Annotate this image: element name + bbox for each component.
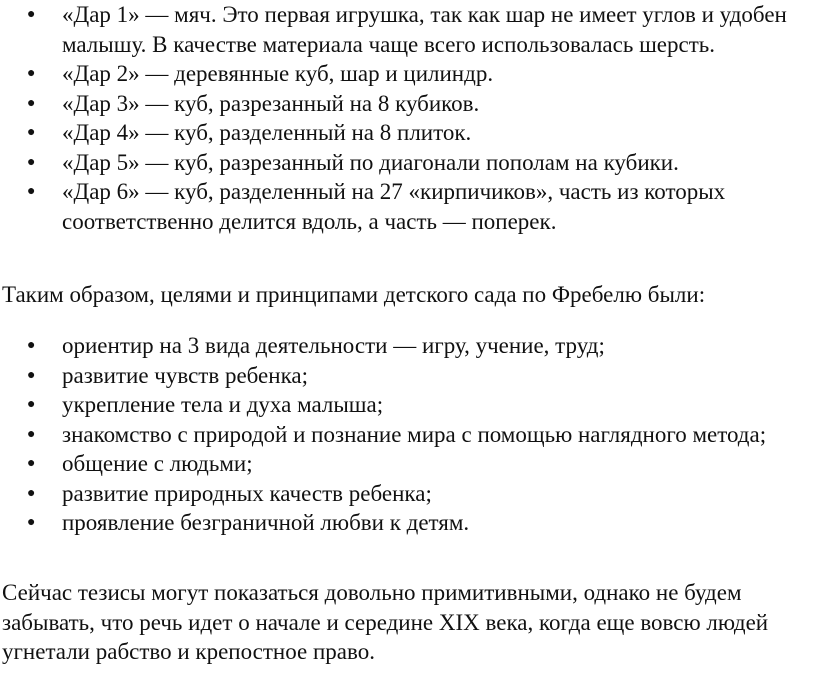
list-item-text: «Дар 2» — деревянные куб, шар и цилиндр. xyxy=(62,61,494,86)
list-item xyxy=(0,449,816,479)
bullet-icon: ● xyxy=(27,485,36,501)
list-item xyxy=(0,177,816,236)
list-item-text: общение с людьми; xyxy=(62,451,253,476)
bullet-icon: ● xyxy=(27,154,36,170)
bullet-icon: ● xyxy=(27,125,36,140)
list-item-text: проявление безграничной любви к детям. xyxy=(62,510,470,535)
list-item xyxy=(0,118,816,148)
bullet-icon: ● xyxy=(27,397,36,412)
list-item-text: знакомство с природой и познание мира с помощью наглядного метода; xyxy=(62,421,767,447)
list-item xyxy=(0,59,816,89)
list-item-text: «Дар 5» — куб, разрезанный по диагонали пополам на кубики. xyxy=(62,149,679,175)
closing-paragraph: Сейчас тезисы могут показаться довольно примитивными, однако не будем забывать, что речь идет о начале и середине XIX века, когда еще вовсю людей угнетали рабство и крепостное право. xyxy=(2,580,769,664)
bullet-icon: ● xyxy=(27,7,36,22)
bullet-icon: ● xyxy=(27,95,36,111)
list-item-text: развитие чувств ребенка; xyxy=(62,362,308,388)
list-item-text: «Дар 1» — мяч. Это первая игрушка, так как шар не имеет углов и удобен малышу. В качестве материала чаще всего использовалась шерсть. xyxy=(62,2,787,57)
list-item xyxy=(0,148,816,178)
bullet-icon: ● xyxy=(27,66,36,81)
list-item xyxy=(0,420,816,450)
list-item-text: «Дар 6» — куб, разделенный на 27 «кирпичиков», часть из которых соответственно делится вдоль, а часть — поперек. xyxy=(62,179,726,234)
list-item xyxy=(0,331,816,361)
bullet-icon: ● xyxy=(27,515,36,530)
list-item xyxy=(0,0,816,59)
bullet-icon: ● xyxy=(27,338,36,353)
bullet-icon: ● xyxy=(27,426,36,442)
bullet-icon: ● xyxy=(27,367,36,383)
list-item-text: укрепление тела и духа малыша; xyxy=(62,392,384,417)
intro-paragraph: Таким образом, целями и принципами детского сада по Фребелю были: xyxy=(2,282,706,307)
principles-list xyxy=(0,331,816,538)
gifts-list xyxy=(0,0,816,236)
list-item xyxy=(0,479,816,509)
bullet-icon: ● xyxy=(27,184,36,199)
list-item-text: «Дар 4» — куб, разделенный на 8 плиток. xyxy=(62,120,472,145)
bullet-icon: ● xyxy=(27,456,36,471)
list-item xyxy=(0,361,816,391)
list-item-text: «Дар 3» — куб, разрезанный на 8 кубиков. xyxy=(62,90,480,116)
list-item-text: ориентир на 3 вида деятельности — игру, учение, труд; xyxy=(62,333,605,358)
list-item-text: развитие природных качеств ребенка; xyxy=(62,480,432,506)
list-item xyxy=(0,508,816,538)
list-item xyxy=(0,390,816,420)
list-item xyxy=(0,89,816,119)
